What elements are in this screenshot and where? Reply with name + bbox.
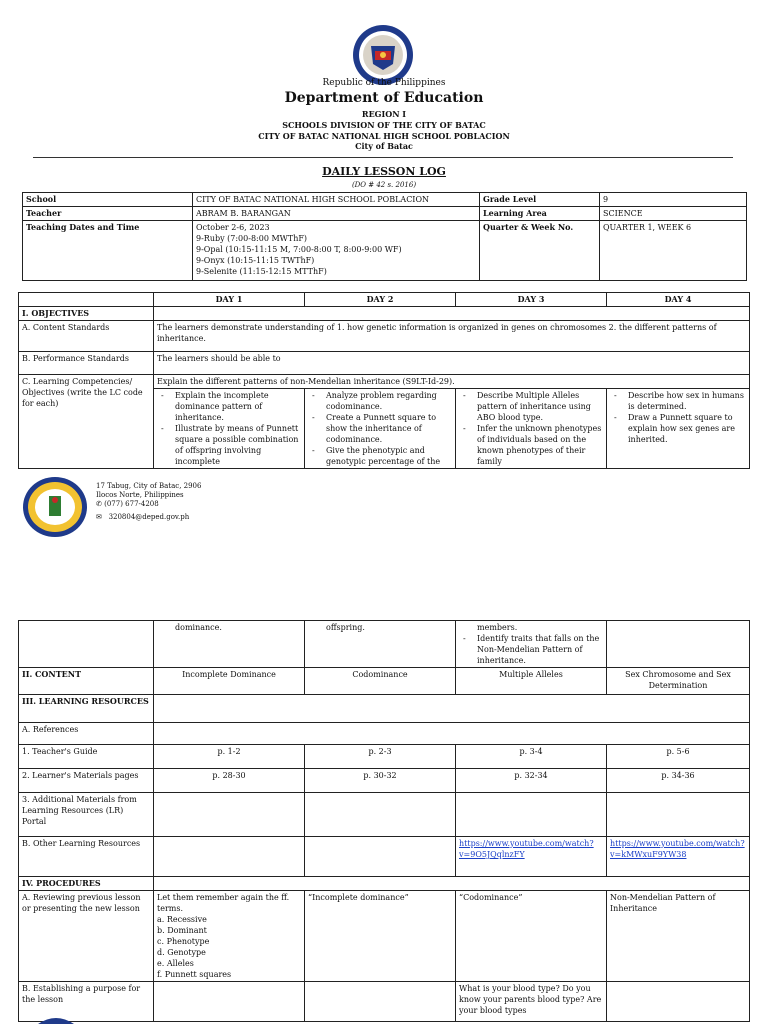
review-day4: Non-Mendelian Pattern of Inheritance bbox=[607, 891, 750, 982]
dll-title: DAILY LESSON LOG bbox=[322, 165, 446, 178]
resource-link-day4 bbox=[607, 837, 750, 877]
day-header: DAY 1 bbox=[154, 293, 305, 307]
competencies-label: C. Learning Competencies/ Objectives (write the LC code for each) bbox=[19, 375, 154, 469]
dates-line: 9-Selenite (11:15-12:15 MTThF) bbox=[196, 267, 327, 276]
tg-day4: p. 5-6 bbox=[607, 745, 750, 769]
footer-phone bbox=[96, 500, 159, 509]
department-title: Department of Education bbox=[284, 90, 484, 106]
dates-line: 9-Ruby (7:00-8:00 MWThF) bbox=[196, 234, 308, 243]
content-standards-label: A. Content Standards bbox=[19, 321, 154, 352]
youtube-link-day4[interactable]: https://www.youtube.com/watch?v=kMWxuF9YW38 bbox=[610, 839, 745, 859]
performance-standards-label: B. Performance Standards bbox=[19, 352, 154, 375]
do-number: (DO # 42 s. 2016) bbox=[351, 181, 417, 189]
email-text: 320804@deped.gov.ph bbox=[108, 513, 190, 521]
tg-day1: p. 1-2 bbox=[154, 745, 305, 769]
day-header: DAY 3 bbox=[456, 293, 607, 307]
footer-province: Ilocos Norte, Philippines bbox=[96, 491, 184, 499]
teacher-value: ABRAM B. BARANGAN bbox=[193, 207, 480, 221]
learners-materials-label: 2. Learner's Materials pages bbox=[19, 769, 154, 793]
content-day4: Sex Chromosome and Sex Determination bbox=[607, 668, 750, 695]
dates-line: October 2-6, 2023 bbox=[196, 223, 270, 232]
footer-address: 17 Tabug, City of Batac, 2906 bbox=[96, 482, 202, 490]
deped-seal-icon bbox=[352, 24, 414, 86]
content-day2: Codominance bbox=[305, 668, 456, 695]
content-day3: Multiple Alleles bbox=[456, 668, 607, 695]
phone-icon: ✆ bbox=[96, 500, 102, 508]
purpose-day3: What is your blood type? Do you know your parents blood type? Are your blood types bbox=[456, 982, 607, 1022]
content-heading: II. CONTENT bbox=[19, 668, 154, 695]
division-text: SCHOOLS DIVISION OF THE CITY OF BATAC bbox=[282, 120, 486, 130]
objectives-table bbox=[18, 292, 750, 469]
dates-line: 9-Opal (10:15-11:15 M, 7:00-8:00 T, 8:00-9:00 WF) bbox=[196, 245, 402, 254]
region-text: REGION I bbox=[361, 109, 407, 119]
additional-materials-label: 3. Additional Materials from Learning Resources (LR) Portal bbox=[19, 793, 154, 837]
objectives-heading: I. OBJECTIVES bbox=[19, 307, 154, 321]
competencies-text: Explain the different patterns of non-Mendelian inheritance (S9LT-Id-29). bbox=[154, 375, 750, 389]
footer-email bbox=[96, 513, 189, 522]
references-label: A. References bbox=[19, 723, 154, 745]
tg-day3: p. 3-4 bbox=[456, 745, 607, 769]
day-header: DAY 4 bbox=[607, 293, 750, 307]
next-page-seal-icon bbox=[36, 1016, 76, 1024]
day-header: DAY 2 bbox=[305, 293, 456, 307]
header-divider bbox=[33, 157, 733, 158]
lesson-table bbox=[18, 620, 750, 1022]
school-name-text: CITY OF BATAC NATIONAL HIGH SCHOOL POBLACION bbox=[258, 131, 510, 141]
review-label: A. Reviewing previous lesson or presenting the new lesson bbox=[19, 891, 154, 982]
grade-label: Grade Level bbox=[480, 193, 600, 207]
objectives-day2: - Analyze problem regarding codominance. - Create a Punnett square to show the inheritance of codominance. - Give the phenotypic and genotypic percentage of the bbox=[305, 389, 456, 469]
objectives-day1: - Explain the incomplete dominance pattern of inheritance. - Illustrate by means of Punnett square a possible combination of offspring involving incomplete bbox=[154, 389, 305, 469]
school-seal-icon bbox=[22, 476, 88, 538]
cont-day3: members. - Identify traits that falls on the Non-Mendelian Pattern of inheritance. bbox=[456, 621, 607, 668]
youtube-link-day3[interactable]: https://www.youtube.com/watch?v=9O5JQqlnzFY bbox=[459, 839, 594, 859]
other-resources-label: B. Other Learning Resources bbox=[19, 837, 154, 877]
city-text: City of Batac bbox=[355, 141, 413, 151]
review-day1: Let them remember again the ff. terms. a. Recessive b. Dominant c. Phenotype d. Genotype e. Alleles f. Punnett squares bbox=[154, 891, 305, 982]
review-day3: “Codominance” bbox=[456, 891, 607, 982]
content-standards-text: The learners demonstrate understanding of 1. how genetic information is organized in genes on chromosomes 2. the different patterns of inheritance. bbox=[154, 321, 750, 352]
school-value: CITY OF BATAC NATIONAL HIGH SCHOOL POBLACION bbox=[193, 193, 480, 207]
cont-day2: offspring. bbox=[305, 621, 456, 668]
lm-day4: p. 34-36 bbox=[607, 769, 750, 793]
republic-text: Republic of the Philippines bbox=[322, 78, 446, 88]
teachers-guide-label: 1. Teacher's Guide bbox=[19, 745, 154, 769]
dates-line: 9-Onyx (10:15-11:15 TWThF) bbox=[196, 256, 315, 265]
tg-day2: p. 2-3 bbox=[305, 745, 456, 769]
procedures-heading: IV. PROCEDURES bbox=[19, 877, 154, 891]
school-label: School bbox=[23, 193, 193, 207]
review-day2: “Incomplete dominance” bbox=[305, 891, 456, 982]
mail-icon: ✉ bbox=[96, 513, 102, 521]
dates-value bbox=[193, 221, 480, 281]
dates-label: Teaching Dates and Time bbox=[23, 221, 193, 281]
cont-day1: dominance. bbox=[154, 621, 305, 668]
lm-day1: p. 28-30 bbox=[154, 769, 305, 793]
grade-value: 9 bbox=[600, 193, 747, 207]
objectives-day4: - Describe how sex in humans is determined. - Draw a Punnett square to explain how sex genes are inherited. bbox=[607, 389, 750, 469]
purpose-label: B. Establishing a purpose for the lesson bbox=[19, 982, 154, 1022]
lm-day2: p. 30-32 bbox=[305, 769, 456, 793]
resources-heading: III. LEARNING RESOURCES bbox=[19, 695, 154, 723]
phone-text: (077) 677-4208 bbox=[104, 500, 159, 508]
quarter-value: QUARTER 1, WEEK 6 bbox=[600, 221, 747, 281]
area-label: Learning Area bbox=[480, 207, 600, 221]
resource-link-day3 bbox=[456, 837, 607, 877]
teacher-label: Teacher bbox=[23, 207, 193, 221]
content-day1: Incomplete Dominance bbox=[154, 668, 305, 695]
info-table bbox=[22, 192, 747, 281]
objectives-day3: - Describe Multiple Alleles pattern of inheritance using ABO blood type. - Infer the unknown phenotypes of individuals based on the known phenotypes of their family bbox=[456, 389, 607, 469]
quarter-label: Quarter & Week No. bbox=[480, 221, 600, 281]
performance-standards-text: The learners should be able to bbox=[154, 352, 750, 375]
area-value: SCIENCE bbox=[600, 207, 747, 221]
lm-day3: p. 32-34 bbox=[456, 769, 607, 793]
